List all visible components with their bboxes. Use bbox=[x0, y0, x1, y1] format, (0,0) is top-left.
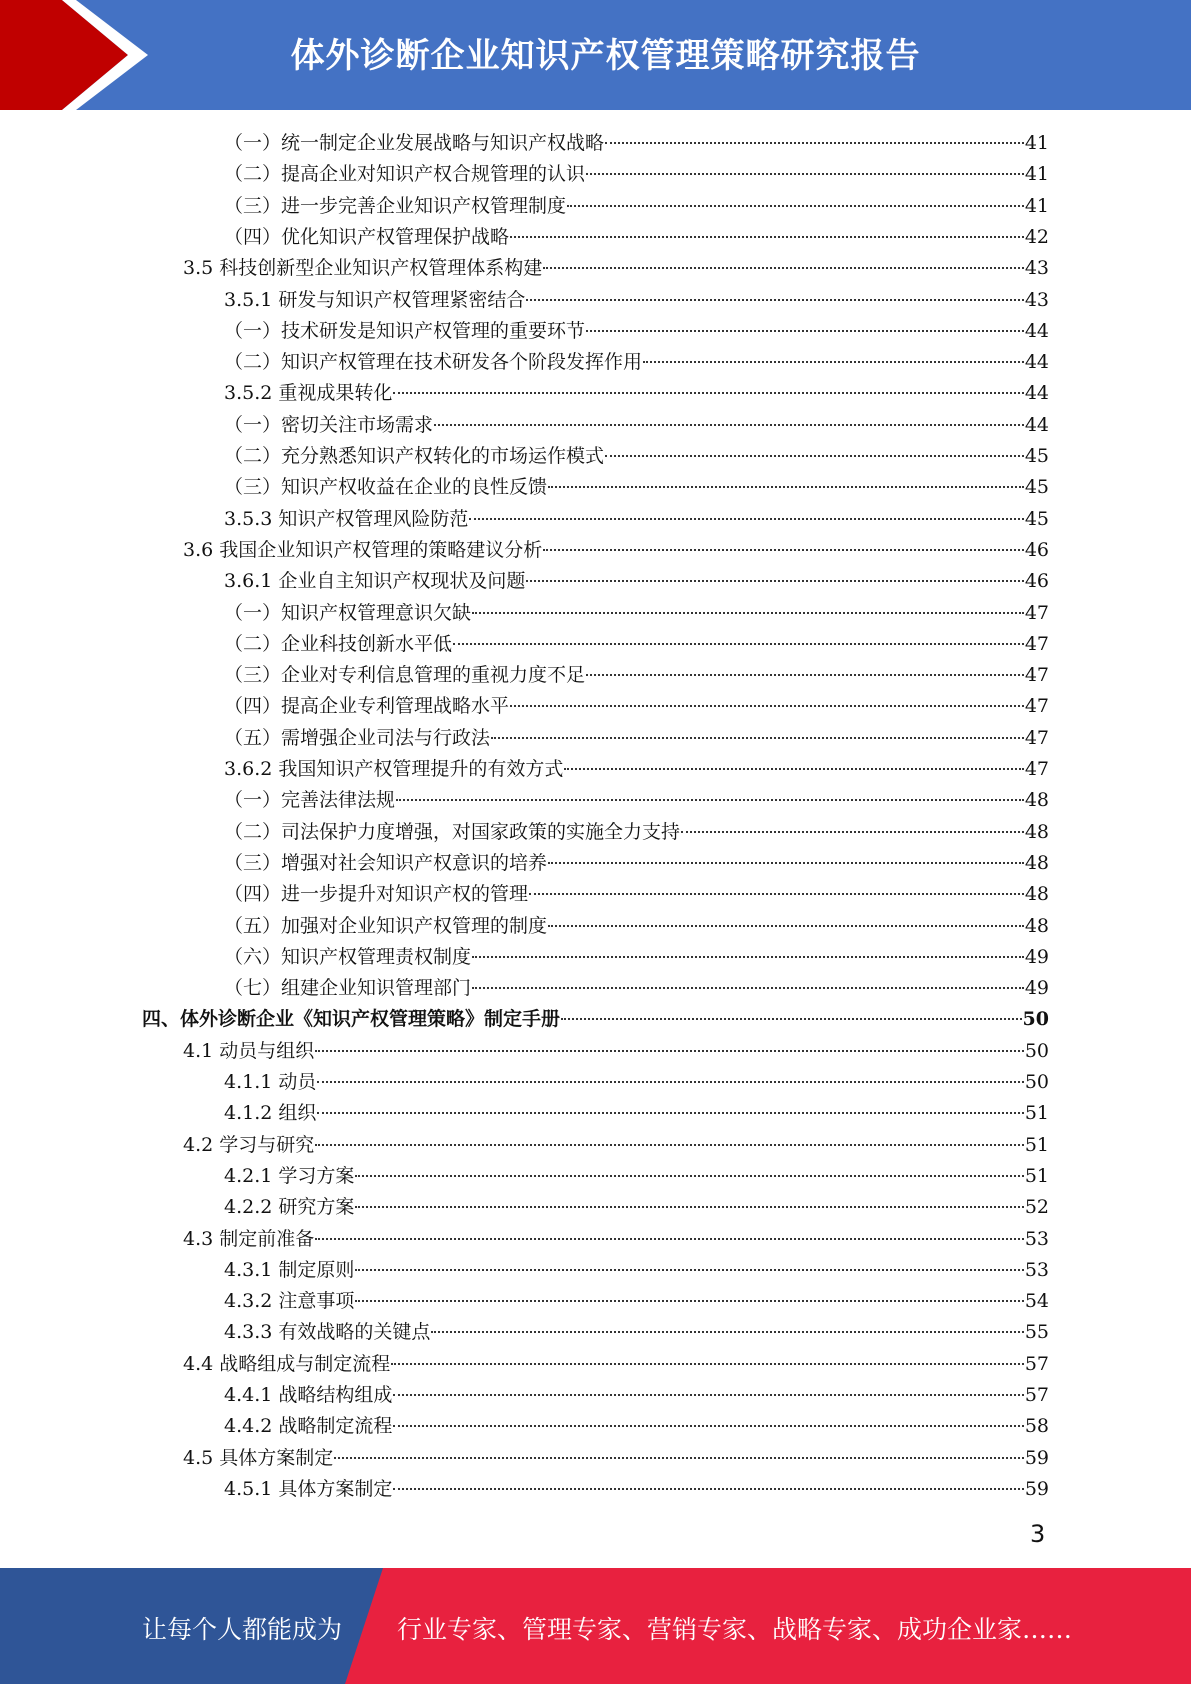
toc-entry[interactable] bbox=[224, 316, 1049, 347]
toc-entry[interactable] bbox=[183, 1349, 1049, 1380]
toc-entry-page: 59 bbox=[1024, 1477, 1049, 1500]
toc-dot-leader bbox=[472, 987, 1024, 989]
toc-entry[interactable] bbox=[224, 1380, 1049, 1411]
toc-entry-page: 43 bbox=[1024, 288, 1049, 311]
toc-entry-page: 51 bbox=[1024, 1133, 1049, 1156]
toc-entry-title: （三）知识产权收益在企业的良性反馈 bbox=[224, 476, 548, 499]
toc-entry[interactable] bbox=[224, 660, 1049, 691]
toc-entry[interactable] bbox=[224, 1255, 1049, 1286]
toc-entry-page: 53 bbox=[1024, 1258, 1049, 1281]
toc-entry[interactable] bbox=[224, 848, 1049, 879]
toc-dot-leader bbox=[605, 455, 1024, 457]
toc-entry-page: 47 bbox=[1024, 695, 1049, 718]
toc-entry-title: （三）企业对专利信息管理的重视力度不足 bbox=[224, 664, 586, 687]
toc-entry-page: 44 bbox=[1024, 319, 1049, 342]
toc-entry-page: 52 bbox=[1024, 1196, 1049, 1219]
toc-entry-title: （一）知识产权管理意识欠缺 bbox=[224, 601, 472, 624]
toc-dot-leader bbox=[526, 299, 1023, 301]
toc-dot-leader bbox=[334, 1457, 1024, 1459]
toc-entry-title: 4.4.2 战略制定流程 bbox=[224, 1415, 393, 1438]
toc-entry-page: 49 bbox=[1024, 977, 1049, 1000]
toc-entry[interactable] bbox=[224, 285, 1049, 316]
toc-entry-page: 51 bbox=[1024, 1164, 1049, 1187]
toc-dot-leader bbox=[391, 1363, 1024, 1365]
toc-entry-page: 46 bbox=[1024, 538, 1049, 561]
toc-dot-leader bbox=[315, 1144, 1024, 1146]
toc-dot-leader bbox=[543, 549, 1024, 551]
toc-dot-leader bbox=[491, 737, 1024, 739]
toc-entry-page: 44 bbox=[1024, 382, 1049, 405]
toc-entry[interactable] bbox=[183, 1130, 1049, 1161]
toc-dot-leader bbox=[317, 1112, 1023, 1114]
toc-dot-leader bbox=[605, 142, 1024, 144]
toc-dot-leader bbox=[355, 1269, 1023, 1271]
toc-entry-title: 4.2.2 研究方案 bbox=[224, 1196, 355, 1219]
toc-dot-leader bbox=[393, 1425, 1023, 1427]
toc-dot-leader bbox=[393, 392, 1023, 394]
toc-entry-title: 4.1.1 动员 bbox=[224, 1071, 317, 1093]
toc-entry[interactable] bbox=[224, 504, 1049, 535]
footer-slogan-left: 让每个人都能成为 bbox=[142, 1615, 343, 1644]
toc-entry-title: （二）企业科技创新水平低 bbox=[224, 632, 453, 655]
toc-entry-title: 4.3 制定前准备 bbox=[183, 1227, 315, 1250]
toc-dot-leader bbox=[396, 799, 1024, 801]
toc-entry-page: 44 bbox=[1024, 413, 1049, 436]
toc-entry[interactable] bbox=[224, 817, 1049, 848]
toc-dot-leader bbox=[469, 518, 1023, 520]
toc-entry-title: （一）统一制定企业发展战略与知识产权战略 bbox=[224, 132, 605, 154]
toc-entry[interactable] bbox=[224, 441, 1049, 472]
page-number: 3 bbox=[1030, 1520, 1046, 1548]
toc-dot-leader bbox=[567, 205, 1024, 207]
toc-entry[interactable] bbox=[224, 566, 1049, 597]
toc-entry-page: 45 bbox=[1024, 445, 1049, 467]
toc-entry-title: 3.5.3 知识产权管理风险防范 bbox=[224, 507, 469, 530]
toc-entry-title: 4.2.1 学习方案 bbox=[224, 1164, 355, 1187]
toc-entry-title: 4.4.1 战略结构组成 bbox=[224, 1384, 393, 1406]
toc-entry-page: 57 bbox=[1024, 1384, 1049, 1406]
toc-dot-leader bbox=[586, 173, 1024, 175]
toc-entry-title: 3.5.1 研发与知识产权管理紧密结合 bbox=[224, 288, 526, 311]
toc-dot-leader bbox=[529, 893, 1024, 895]
toc-entry[interactable] bbox=[183, 1036, 1049, 1067]
toc-entry[interactable] bbox=[183, 1224, 1049, 1255]
toc-entry-page: 46 bbox=[1024, 570, 1049, 593]
toc-entry-title: 3.6 我国企业知识产权管理的策略建议分析 bbox=[183, 538, 543, 561]
toc-dot-leader bbox=[315, 1050, 1024, 1052]
toc-dot-leader bbox=[548, 486, 1024, 488]
toc-entry-page: 41 bbox=[1024, 132, 1049, 154]
toc-dot-leader bbox=[586, 330, 1024, 332]
toc-entry[interactable] bbox=[224, 973, 1049, 1004]
toc-entry[interactable] bbox=[224, 1286, 1049, 1317]
toc-entry-title: 4.5 具体方案制定 bbox=[183, 1446, 334, 1469]
toc-entry[interactable] bbox=[224, 879, 1049, 910]
toc-entry-title: （五）需增强企业司法与行政法 bbox=[224, 726, 491, 749]
toc-entry-title: （一）密切关注市场需求 bbox=[224, 413, 434, 436]
toc-entry[interactable] bbox=[224, 754, 1049, 785]
toc-entry-title: 3.6.2 我国知识产权管理提升的有效方式 bbox=[224, 758, 564, 780]
toc-entry-page: 41 bbox=[1024, 163, 1049, 186]
toc-entry[interactable] bbox=[224, 1067, 1049, 1098]
toc-entry-page: 57 bbox=[1024, 1352, 1049, 1375]
toc-entry-page: 54 bbox=[1024, 1290, 1049, 1313]
toc-entry-page: 47 bbox=[1024, 664, 1049, 687]
toc-entry-page: 43 bbox=[1024, 257, 1049, 280]
toc-entry-title: 4.2 学习与研究 bbox=[183, 1133, 315, 1156]
toc-dot-leader bbox=[453, 643, 1024, 645]
toc-dot-leader bbox=[510, 236, 1024, 238]
toc-entry-page: 48 bbox=[1024, 789, 1049, 812]
toc-entry[interactable] bbox=[224, 1098, 1049, 1129]
toc-entry-page: 42 bbox=[1024, 225, 1049, 248]
toc-dot-leader bbox=[543, 267, 1024, 269]
toc-entry[interactable] bbox=[224, 222, 1049, 253]
toc-entry-title: （二）提高企业对知识产权合规管理的认识 bbox=[224, 163, 586, 186]
toc-entry-title: 3.5 科技创新型企业知识产权管理体系构建 bbox=[183, 257, 543, 280]
toc-entry[interactable] bbox=[224, 629, 1049, 660]
toc-dot-leader bbox=[472, 612, 1024, 614]
toc-entry[interactable] bbox=[224, 410, 1049, 441]
toc-dot-leader bbox=[548, 925, 1024, 927]
toc-entry-page: 59 bbox=[1024, 1446, 1049, 1469]
toc-entry[interactable] bbox=[224, 1161, 1049, 1192]
toc-entry-page: 47 bbox=[1024, 632, 1049, 655]
toc-entry[interactable] bbox=[224, 598, 1049, 629]
toc-dot-leader bbox=[393, 1394, 1023, 1396]
toc-entry[interactable] bbox=[224, 472, 1049, 503]
toc-entry-page: 48 bbox=[1024, 883, 1049, 906]
toc-entry-page: 50 bbox=[1022, 1008, 1049, 1031]
toc-dot-leader bbox=[431, 1331, 1023, 1333]
toc-entry-page: 58 bbox=[1024, 1415, 1049, 1438]
toc-dot-leader bbox=[548, 862, 1024, 864]
toc-entry[interactable] bbox=[224, 1192, 1049, 1223]
toc-dot-leader bbox=[355, 1175, 1023, 1177]
toc-entry[interactable] bbox=[224, 1411, 1049, 1442]
footer-slogan-right: 行业专家、管理专家、营销专家、战略专家、成功企业家…… bbox=[397, 1615, 1073, 1644]
report-title: 体外诊断企业知识产权管理策略研究报告 bbox=[290, 36, 921, 76]
toc-entry[interactable] bbox=[142, 1004, 1049, 1035]
toc-entry-title: （五）加强对企业知识产权管理的制度 bbox=[224, 914, 548, 937]
toc-dot-leader bbox=[472, 956, 1024, 958]
toc-entry-page: 48 bbox=[1024, 914, 1049, 937]
toc-dot-leader bbox=[315, 1238, 1024, 1240]
toc-entry-title: （三）进一步完善企业知识产权管理制度 bbox=[224, 194, 567, 217]
toc-dot-leader bbox=[510, 705, 1024, 707]
toc-dot-leader bbox=[526, 580, 1023, 582]
page-footer bbox=[0, 1568, 1191, 1684]
toc-entry-page: 50 bbox=[1024, 1071, 1049, 1093]
toc-entry-title: （四）进一步提升对知识产权的管理 bbox=[224, 883, 529, 906]
toc-entry-page: 48 bbox=[1024, 851, 1049, 874]
toc-entry-title: 4.3.3 有效战略的关键点 bbox=[224, 1321, 431, 1344]
toc-dot-leader bbox=[355, 1206, 1023, 1208]
toc-entry-title: 4.3.1 制定原则 bbox=[224, 1258, 355, 1281]
toc-entry-page: 47 bbox=[1024, 726, 1049, 749]
toc-entry-title: 3.5.2 重视成果转化 bbox=[224, 382, 393, 405]
toc-entry-title: 4.4 战略组成与制定流程 bbox=[183, 1352, 391, 1375]
toc-entry-title: （三）增强对社会知识产权意识的培养 bbox=[224, 851, 548, 874]
toc-entry-page: 47 bbox=[1024, 601, 1049, 624]
toc-dot-leader bbox=[681, 831, 1024, 833]
toc-entry[interactable] bbox=[224, 723, 1049, 754]
toc-dot-leader bbox=[434, 424, 1024, 426]
toc-entry[interactable] bbox=[183, 1443, 1049, 1474]
toc-entry-title: 4.5.1 具体方案制定 bbox=[224, 1477, 393, 1500]
toc-dot-leader bbox=[643, 361, 1024, 363]
toc-entry[interactable] bbox=[224, 128, 1049, 159]
toc-entry-page: 41 bbox=[1024, 194, 1049, 217]
toc-entry-page: 50 bbox=[1024, 1039, 1049, 1062]
toc-entry[interactable] bbox=[224, 347, 1049, 378]
toc-entry-title: （一）完善法律法规 bbox=[224, 789, 396, 812]
toc-entry[interactable] bbox=[224, 378, 1049, 409]
toc-entry[interactable] bbox=[224, 159, 1049, 190]
toc-entry[interactable] bbox=[224, 691, 1049, 722]
toc-entry[interactable] bbox=[183, 535, 1049, 566]
toc-entry-page: 53 bbox=[1024, 1227, 1049, 1250]
toc-entry-title: 四、体外诊断企业《知识产权管理策略》制定手册 bbox=[142, 1008, 561, 1031]
toc-entry[interactable] bbox=[224, 942, 1049, 973]
toc-entry-title: 4.1.2 组织 bbox=[224, 1102, 317, 1125]
toc-entry-title: 4.3.2 注意事项 bbox=[224, 1290, 355, 1313]
toc-dot-leader bbox=[561, 1018, 1022, 1020]
toc-entry[interactable] bbox=[224, 1474, 1049, 1505]
toc-entry-title: 4.1 动员与组织 bbox=[183, 1039, 315, 1062]
toc-entry-page: 51 bbox=[1024, 1102, 1049, 1125]
toc-entry-page: 45 bbox=[1024, 476, 1049, 499]
toc-dot-leader bbox=[564, 768, 1023, 770]
toc-entry[interactable] bbox=[183, 253, 1049, 284]
toc-entry[interactable] bbox=[224, 1317, 1049, 1348]
toc-entry-title: （一）技术研发是知识产权管理的重要环节 bbox=[224, 319, 586, 342]
toc-dot-leader bbox=[586, 674, 1024, 676]
page-header bbox=[0, 0, 1191, 110]
toc-entry-title: 3.6.1 企业自主知识产权现状及问题 bbox=[224, 570, 526, 593]
toc-entry-page: 47 bbox=[1024, 758, 1049, 780]
toc-entry-page: 44 bbox=[1024, 351, 1049, 374]
toc-entry-page: 48 bbox=[1024, 820, 1049, 843]
toc-entry-title: （六）知识产权管理责权制度 bbox=[224, 945, 472, 968]
toc-dot-leader bbox=[393, 1488, 1023, 1490]
toc-entry-title: （二）司法保护力度增强，对国家政策的实施全力支持 bbox=[224, 820, 681, 843]
toc-dot-leader bbox=[317, 1081, 1023, 1083]
toc-entry[interactable] bbox=[224, 191, 1049, 222]
toc-entry-page: 45 bbox=[1024, 507, 1049, 530]
toc-entry-title: （二）知识产权管理在技术研发各个阶段发挥作用 bbox=[224, 351, 643, 374]
toc-entry[interactable] bbox=[224, 911, 1049, 942]
toc-entry-title: （四）提高企业专利管理战略水平 bbox=[224, 695, 510, 718]
toc-dot-leader bbox=[355, 1300, 1023, 1302]
toc-entry-title: （二）充分熟悉知识产权转化的市场运作模式 bbox=[224, 445, 605, 467]
toc-entry-page: 49 bbox=[1024, 945, 1049, 968]
toc-entry-title: （四）优化知识产权管理保护战略 bbox=[224, 225, 510, 248]
toc-entry-title: （七）组建企业知识管理部门 bbox=[224, 977, 472, 1000]
toc-entry[interactable] bbox=[224, 785, 1049, 816]
toc-entry-page: 55 bbox=[1024, 1321, 1049, 1344]
